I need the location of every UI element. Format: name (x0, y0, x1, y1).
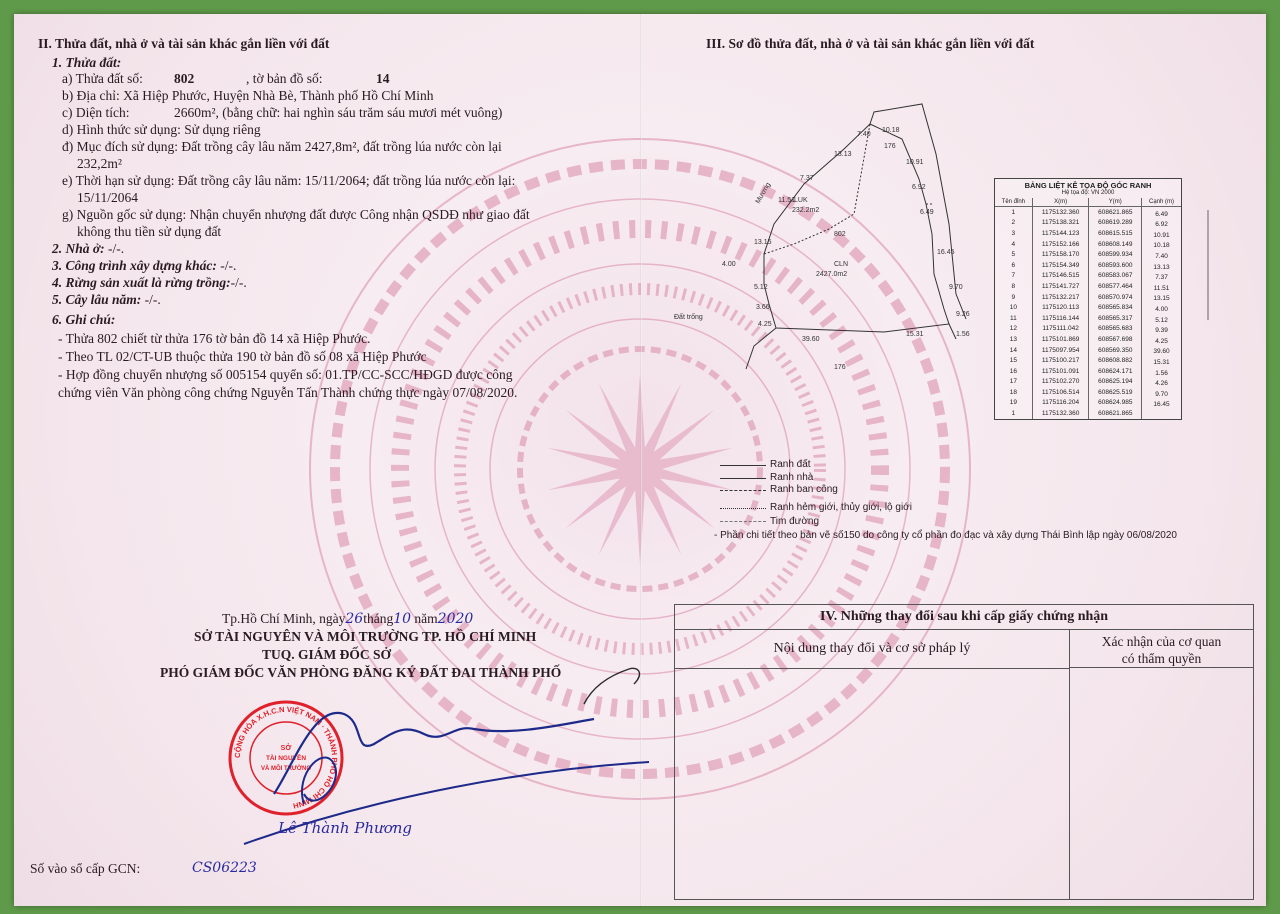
coord-cell-x: 1175120.113 (1032, 302, 1089, 313)
coord-row (995, 302, 1181, 313)
coord-cell-p: 1 (1011, 208, 1016, 216)
item-3: 3. Công trình xây dựng khác: -/-. (52, 258, 237, 273)
legend-line-balcony (720, 490, 766, 491)
dim-5-12: 5.12 (754, 284, 768, 291)
dim-9-26: 9.26 (956, 311, 970, 318)
coord-table-title: BẢNG LIỆT KÊ TỌA ĐỘ GÓC RANH (1024, 181, 1152, 190)
parcel-number-value: 802 (174, 71, 195, 86)
coord-cell-c: 4.00 (1142, 302, 1181, 313)
coord-col-x: X(m) (1032, 198, 1089, 207)
coord-row (995, 271, 1181, 282)
coord-cell-c: 13.15 (1142, 292, 1181, 303)
note-2: - Theo TL 02/CT-UB thuộc thửa 190 tờ bản đồ số 08 xã Hiệp Phước (58, 349, 427, 364)
origin-line1: g) Nguồn gốc sử dụng: Nhận chuyển nhượng đất được Công nhận QSDĐ như giao đất (62, 207, 530, 222)
diagram-neighbor-bottom: 176 (834, 364, 846, 371)
coord-cell-p: 16 (1009, 367, 1017, 375)
coord-cell-y: 608565.834 (1089, 302, 1142, 313)
dim-11-51: 11.51 (778, 197, 795, 204)
dim-3-66: 3.66 (756, 304, 770, 311)
item-2: 2. Nhà ở: -/-. (52, 241, 125, 256)
coord-cell-c: 39.60 (1142, 345, 1181, 356)
coord-row (995, 408, 1181, 419)
signing-date: Tp.Hồ Chí Minh, ngày26tháng10 năm2020 (222, 611, 474, 627)
parcel-number-label: a) Thửa đất số: (62, 71, 143, 86)
dim-7-37: 7.37 (800, 175, 814, 182)
coord-row (995, 334, 1181, 345)
coord-cell-y: 608583.067 (1089, 271, 1142, 282)
coord-row (995, 249, 1181, 260)
coord-cell-p: 14 (1009, 346, 1017, 354)
coord-cell-x: 1175141.727 (1032, 281, 1089, 292)
dim-6-92: 6.92 (912, 184, 926, 191)
coord-row (995, 207, 1181, 218)
coord-cell-c: 15.31 (1142, 355, 1181, 366)
dim-16-45: 16.45 (937, 249, 955, 256)
coord-cell-x: 1175154.349 (1032, 260, 1089, 271)
coord-cell-x: 1175101.869 (1032, 334, 1089, 345)
coord-cell-p: 11 (1009, 314, 1017, 322)
coord-row (995, 281, 1181, 292)
coord-cell-y: 608615.515 (1089, 228, 1142, 239)
usage-purpose-line1: đ) Mục đích sử dụng: Đất trồng cây lâu năm 2427,8m², đất trồng lúa nước còn lại (62, 139, 502, 154)
usage-term-line1: e) Thời hạn sử dụng: Đất trồng cây lâu năm: 15/11/2064; đất trồng lúa nước còn lại: (62, 173, 516, 188)
coord-cell-x: 1175116.204 (1032, 398, 1089, 409)
coord-cell-c: 10.91 (1142, 228, 1181, 239)
svg-text:SỞ: SỞ (280, 745, 292, 752)
diagram-luk-area: 232.2m2 (792, 207, 820, 214)
coord-row (995, 218, 1181, 229)
coord-cell-x: 1175158.170 (1032, 249, 1089, 260)
usage-term-line2: 15/11/2064 (77, 190, 139, 205)
coord-cell-y: 608625.194 (1089, 377, 1142, 388)
coord-col-point: Tên đỉnh (995, 198, 1032, 207)
coord-col-y: Y(m) (1089, 198, 1142, 207)
coord-cell-x: 1175097.954 (1032, 345, 1089, 356)
coord-cell-p: 7 (1011, 272, 1016, 280)
coord-row (995, 313, 1181, 324)
legend-line-land (720, 465, 766, 466)
changes-column-divider (1069, 669, 1070, 899)
register-value: CS06223 (192, 860, 257, 876)
area-label: c) Diện tích: (62, 105, 130, 120)
coord-cell-p: 5 (1011, 251, 1016, 259)
legend-line-limit (720, 508, 766, 509)
coord-col-edge: Cạnh (m) (1142, 198, 1181, 207)
coord-cell-y: 608621.865 (1089, 207, 1142, 218)
signer-name: Lê Thành Phương (278, 819, 413, 837)
coord-cell-y: 608569.350 (1089, 345, 1142, 356)
coord-table-subtitle: Hệ tọa độ: VN 2000 (1061, 190, 1115, 196)
coord-row (995, 345, 1181, 356)
register-label: Số vào sổ cấp GCN: (30, 861, 141, 876)
coord-cell-c: 4.25 (1142, 334, 1181, 345)
dim-6-49: 6.49 (920, 209, 934, 216)
coord-cell-y: 608577.464 (1089, 281, 1142, 292)
coord-cell-y: 608565.317 (1089, 313, 1142, 324)
coord-cell-c: 7.40 (1142, 249, 1181, 260)
note-1: - Thửa 802 chiết từ thửa 176 tờ bản đồ 14 xã Hiệp Phước. (58, 331, 371, 346)
dim-10-18: 10.18 (882, 127, 900, 134)
coord-cell-y: 608599.934 (1089, 249, 1142, 260)
coord-cell-x: 1175132.360 (1032, 207, 1089, 218)
item-6-label: 6. Ghi chú: (52, 312, 116, 327)
section-ii-title: II. Thửa đất, nhà ở và tài sản khác gắn liền với đất (38, 36, 330, 51)
coord-cell-c: 5.12 (1142, 313, 1181, 324)
org-line-3: PHÓ GIÁM ĐỐC VĂN PHÒNG ĐĂNG KÝ ĐẤT ĐAI THÀNH PHỐ (160, 665, 562, 680)
coord-cell-c: 16.45 (1142, 398, 1181, 409)
org-line-2: TUQ. GIÁM ĐỐC SỞ (262, 647, 392, 662)
coord-cell-p: 9 (1011, 293, 1016, 301)
coord-cell-p: 13 (1009, 335, 1017, 343)
coord-cell-c: 6.49 (1142, 207, 1181, 218)
changes-col-confirm: Xác nhận của cơ quan có thẩm quyền (1070, 630, 1253, 668)
diagram-empty-land: Đất trống (674, 314, 703, 321)
legend-road-center: Tim đường (770, 516, 820, 527)
coord-cell-p: 4 (1011, 240, 1016, 248)
coord-cell-p: 17 (1009, 378, 1017, 386)
drawing-reference-note: - Phần chi tiết theo bản vẽ số150 do công ty cổ phần đo đạc và xây dựng Thái Bình lập ngày 06/08/2020 (714, 530, 1177, 541)
coord-cell-y: 608608.882 (1089, 355, 1142, 366)
dim-13-15: 13.15 (754, 239, 772, 246)
dim-15-31: 15.31 (906, 331, 924, 338)
changes-table (674, 604, 1254, 900)
coord-cell-p: 6 (1011, 261, 1016, 269)
legend-land: Ranh đất (770, 459, 811, 470)
coord-cell-y: 608570.974 (1089, 292, 1142, 303)
coord-cell-c: 6.92 (1142, 218, 1181, 229)
legend-house: Ranh nhà (770, 472, 814, 483)
item-5: 5. Cây lâu năm: -/-. (52, 292, 161, 307)
coord-cell-c: 9.39 (1142, 324, 1181, 335)
coord-row (995, 324, 1181, 335)
coord-row (995, 377, 1181, 388)
coord-row (995, 260, 1181, 271)
signature-scribble (234, 644, 664, 844)
coord-row (995, 366, 1181, 377)
map-sheet-value: 14 (376, 71, 390, 86)
dim-4-25: 4.25 (758, 321, 772, 328)
usage-purpose-line2: 232,2m² (77, 156, 122, 171)
svg-text:TÀI NGUYÊN: TÀI NGUYÊN (265, 755, 307, 762)
coord-cell-c: 11.51 (1142, 281, 1181, 292)
coordinate-table (994, 178, 1182, 420)
dim-7-40: 7.40 (857, 131, 871, 138)
coord-cell-y: 608624.171 (1089, 366, 1142, 377)
coord-cell-y: 608608.149 (1089, 239, 1142, 250)
coord-cell-p: 18 (1009, 388, 1017, 396)
coord-row (995, 228, 1181, 239)
coord-cell-x: 1175116.144 (1032, 313, 1089, 324)
coord-cell-x: 1175111.042 (1032, 324, 1089, 335)
diagram-parcel-number: 802 (834, 231, 846, 238)
org-line-1: SỞ TÀI NGUYÊN VÀ MÔI TRƯỜNG TP. HỒ CHÍ MINH (194, 629, 537, 644)
coord-row (995, 398, 1181, 409)
coord-cell-c: 9.70 (1142, 387, 1181, 398)
legend-line-house (720, 478, 766, 479)
coord-cell-c (1142, 408, 1181, 419)
coord-cell-x: 1175102.270 (1032, 377, 1089, 388)
coord-cell-x: 1175152.166 (1032, 239, 1089, 250)
coord-cell-x: 1175106.514 (1032, 387, 1089, 398)
coord-row (995, 355, 1181, 366)
edge-marks (1202, 210, 1214, 320)
dim-1-56: 1.56 (956, 331, 970, 338)
coord-cell-p: 12 (1009, 325, 1017, 333)
coord-cell-p: 19 (1009, 399, 1017, 407)
coord-row (995, 292, 1181, 303)
diagram-cln-area: 2427.0m2 (816, 271, 848, 278)
coord-cell-x: 1175132.360 (1032, 408, 1089, 419)
coord-cell-y: 608625.519 (1089, 387, 1142, 398)
diagram-cln: CLN (834, 261, 849, 268)
coord-cell-p: 10 (1009, 304, 1017, 312)
dim-39-60: 39.60 (802, 336, 820, 343)
note-3-line2: chứng viên Văn phòng công chứng Nguyễn Tấn Thành chứng thực ngày 07/08/2020. (58, 385, 518, 400)
coord-cell-c: 1.56 (1142, 366, 1181, 377)
coord-cell-x: 1175132.217 (1032, 292, 1089, 303)
coord-cell-c: 13.13 (1142, 260, 1181, 271)
changes-col-content: Nội dung thay đổi và cơ sở pháp lý (675, 630, 1070, 669)
coord-cell-c: 10.18 (1142, 239, 1181, 250)
diagram-neighbor-top: 176 (884, 143, 896, 150)
dim-9-70: 9.70 (949, 284, 963, 291)
coord-cell-x: 1175144.123 (1032, 228, 1089, 239)
coord-cell-p: 1 (1011, 410, 1016, 418)
coord-cell-x: 1175138.321 (1032, 218, 1089, 229)
coord-cell-x: 1175101.091 (1032, 366, 1089, 377)
diagram-luk: LUK (794, 197, 808, 204)
coord-cell-x: 1175146.515 (1032, 271, 1089, 282)
legend-balcony: Ranh ban công (770, 484, 838, 495)
coord-cell-c: 7.37 (1142, 271, 1181, 282)
legend-limit: Ranh hẻm giới, thủy giới, lộ giới (770, 502, 912, 513)
coord-cell-y: 608624.985 (1089, 398, 1142, 409)
dim-4-00: 4.00 (722, 261, 736, 268)
coord-cell-p: 15 (1009, 357, 1017, 365)
diagram-road: Mương (754, 181, 773, 205)
coord-cell-y: 608593.600 (1089, 260, 1142, 271)
legend-line-road-center (720, 521, 766, 522)
address-line: b) Địa chỉ: Xã Hiệp Phước, Huyện Nhà Bè, Thành phố Hồ Chí Minh (62, 88, 434, 103)
coord-cell-p: 2 (1011, 219, 1016, 227)
coord-row (995, 239, 1181, 250)
coord-cell-p: 8 (1011, 282, 1016, 290)
item-4: 4. Rừng sản xuất là rừng trồng:-/-. (52, 275, 247, 290)
coord-row (995, 387, 1181, 398)
svg-text:VÀ MÔI TRƯỜNG: VÀ MÔI TRƯỜNG (260, 766, 312, 772)
area-value: 2660m², (bằng chữ: hai nghìn sáu trăm sáu mươi mét vuông) (174, 105, 503, 120)
certificate-page (14, 14, 1266, 906)
coord-cell-p: 3 (1011, 229, 1016, 237)
section-iii-title: III. Sơ đồ thửa đất, nhà ở và tài sản khác gắn liền với đất (706, 36, 1035, 51)
coord-cell-c: 4.26 (1142, 377, 1181, 388)
coord-cell-x: 1175100.217 (1032, 355, 1089, 366)
parcel-diagram (674, 94, 994, 384)
origin-line2: không thu tiền sử dụng đất (77, 224, 222, 239)
dim-10-91: 10.91 (906, 159, 924, 166)
coord-cell-y: 608565.683 (1089, 324, 1142, 335)
note-3-line1: - Hợp đồng chuyển nhượng số 005154 quyển số: 01.TP/CC-SCC/HĐGD được công (58, 367, 513, 382)
coord-cell-y: 608619.289 (1089, 218, 1142, 229)
coord-cell-y: 608567.698 (1089, 334, 1142, 345)
svg-text:CỘNG HÒA X.H.C.N VIỆT NAM · TH: CỘNG HÒA X.H.C.N VIỆT NAM · THÀNH PHỐ HỒ CHÍ MINH (232, 704, 340, 811)
map-sheet-label: , tờ bản đồ số: (246, 71, 323, 86)
changes-title: IV. Những thay đổi sau khi cấp giấy chứng nhận (675, 605, 1253, 630)
usage-form-line: d) Hình thức sử dụng: Sử dụng riêng (62, 122, 261, 137)
item-1-label: 1. Thửa đất: (52, 55, 122, 70)
coord-cell-y: 608621.865 (1089, 408, 1142, 419)
dim-13-13: 13.13 (834, 151, 852, 158)
